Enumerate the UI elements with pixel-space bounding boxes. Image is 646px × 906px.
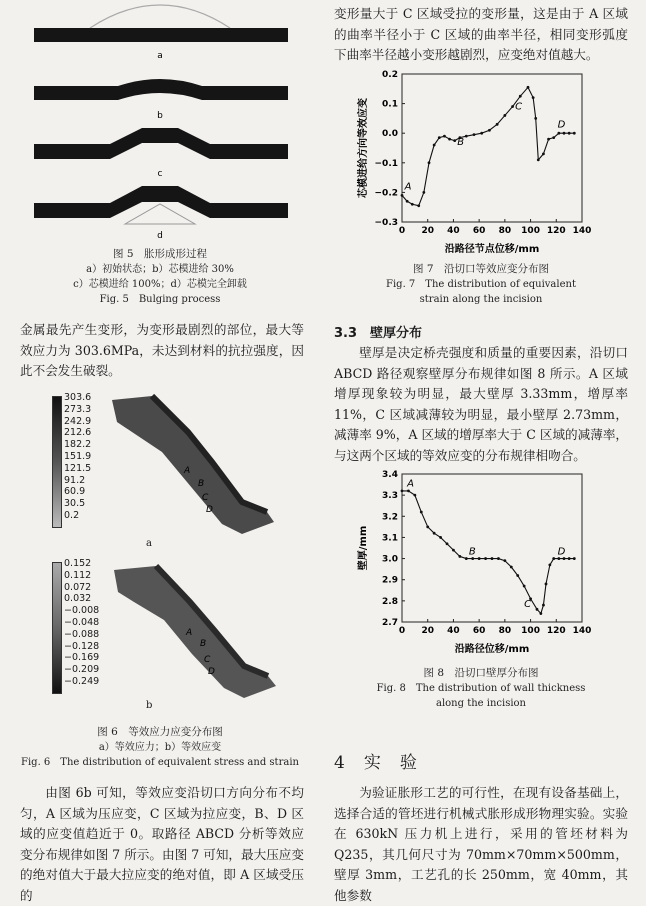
y-tick-label: 3.1 bbox=[382, 533, 398, 544]
data-point bbox=[453, 139, 456, 142]
y-tick-label: 2.7 bbox=[382, 618, 398, 628]
fig6b-colorbar bbox=[52, 562, 62, 694]
data-point bbox=[552, 557, 555, 560]
legend-value: 242.9 bbox=[64, 415, 92, 427]
data-point bbox=[527, 86, 530, 89]
data-point bbox=[545, 583, 548, 586]
fig6a-contour bbox=[52, 392, 282, 550]
legend-value: 0.152 bbox=[64, 558, 92, 569]
fig7-caption-en-2: strain along the incision bbox=[419, 294, 543, 305]
data-point bbox=[503, 114, 506, 117]
fig8-caption-en-1: Fig. 8 The distribution of wall thickness bbox=[376, 683, 586, 694]
data-point bbox=[510, 566, 513, 569]
fig6a-legend bbox=[64, 392, 91, 522]
data-point bbox=[557, 557, 560, 560]
data-point bbox=[446, 542, 449, 545]
fig6-caption-en: Fig. 6 The distribution of equivalent stress and strain bbox=[21, 757, 299, 768]
data-point bbox=[547, 138, 550, 141]
y-tick-label: 0.0 bbox=[382, 129, 398, 140]
x-tick-label: 100 bbox=[521, 626, 540, 636]
data-point bbox=[458, 555, 461, 558]
data-point bbox=[563, 557, 566, 560]
fig5-label-a: a bbox=[157, 51, 163, 61]
x-tick-label: 140 bbox=[572, 626, 592, 636]
data-point bbox=[422, 191, 425, 194]
fig8-caption-en-2: along the incision bbox=[436, 698, 526, 709]
fig5-panel-b bbox=[34, 79, 288, 121]
y-tick-label: 3.0 bbox=[382, 554, 398, 565]
x-tick-label: 120 bbox=[546, 626, 566, 636]
x-tick-label: 60 bbox=[472, 626, 486, 636]
x-axis-label: 沿路径位移/mm bbox=[454, 644, 530, 655]
fig5-panel-c bbox=[34, 128, 288, 179]
data-point bbox=[448, 138, 451, 141]
data-point bbox=[484, 557, 487, 560]
legend-value: 303.6 bbox=[64, 392, 92, 403]
data-point bbox=[542, 604, 545, 607]
legend-value: 60.9 bbox=[64, 486, 86, 498]
data-point bbox=[401, 490, 404, 493]
y-tick-label: −0.1 bbox=[374, 158, 398, 169]
data-point bbox=[471, 557, 474, 560]
fig5-label-d: d bbox=[157, 231, 163, 240]
data-point bbox=[568, 557, 571, 560]
fig6a-panel-label: a bbox=[146, 538, 152, 549]
fig6b-part bbox=[92, 558, 282, 713]
fig5-caption-en: Fig. 5 Bulging process bbox=[99, 294, 221, 305]
fig6b-contour bbox=[52, 558, 282, 713]
y-axis-label: 芯模进给方向等效应变 bbox=[358, 98, 369, 198]
y-axis-label: 壁厚/mm bbox=[358, 525, 369, 571]
data-point bbox=[496, 123, 499, 126]
data-point bbox=[420, 511, 423, 514]
y-tick-label: 3.2 bbox=[382, 512, 398, 523]
data-point bbox=[407, 490, 410, 493]
legend-value: 212.6 bbox=[64, 427, 92, 439]
y-tick-label: 3.4 bbox=[382, 470, 398, 480]
data-point bbox=[557, 132, 560, 135]
y-tick-label: 0.2 bbox=[382, 70, 398, 80]
x-axis-label: 沿路径节点位移/mm bbox=[444, 244, 540, 255]
x-tick-label: 100 bbox=[521, 226, 540, 236]
fig5-bulging-process bbox=[30, 0, 292, 240]
fig5-label-b: b bbox=[157, 111, 163, 121]
data-point bbox=[519, 95, 522, 98]
point-annotation: C bbox=[515, 101, 523, 113]
data-point bbox=[534, 117, 537, 120]
point-annotation: B bbox=[457, 137, 465, 149]
legend-value: −0.088 bbox=[64, 628, 100, 640]
data-point bbox=[426, 525, 429, 528]
fig6-caption-cn: 图 6 等效应力应变分布图 bbox=[97, 726, 223, 738]
x-tick-label: 40 bbox=[447, 226, 460, 236]
right-paragraph-2: 壁厚是决定桥壳强度和质量的重要因素，沿切口 ABCD 路径观察壁厚分布规律如图 8 所示。A 区域增厚现象较为明显，最大壁厚 3.33mm，增厚率 11%，C 区域减薄较为明显，最小壁厚 2.73mm，减薄率 9%，A 区域的增厚率大于 C 区域的减薄率，与这两个区域的等效应变的分布规律相吻合。 bbox=[334, 345, 629, 463]
fig5-label-c: c bbox=[157, 169, 163, 179]
legend-value: 0.112 bbox=[64, 569, 92, 581]
data-point bbox=[568, 132, 571, 135]
data-point bbox=[497, 557, 500, 560]
x-tick-label: 0 bbox=[398, 626, 406, 636]
right-paragraph-3: 为验证胀形工艺的可行性，在现有设备基础上，选择合适的管坯进行机械式胀形成形物理实验。实验在 630kN 压力机上进行，采用的管坯材料为 Q235，其几何尺寸为 70mm×70mm×500mm，壁厚 3mm，工艺孔的长 250mm，宽 40mm，其他参数 bbox=[334, 785, 628, 903]
data-point bbox=[411, 203, 414, 206]
data-point bbox=[417, 204, 420, 207]
point-annotation: D bbox=[557, 546, 566, 558]
data-point bbox=[465, 135, 468, 138]
legend-value: −0.128 bbox=[64, 640, 100, 652]
legend-value: −0.209 bbox=[64, 664, 100, 676]
data-point bbox=[406, 200, 409, 203]
fig6a-label-B: B bbox=[198, 479, 205, 489]
data-point bbox=[438, 136, 441, 139]
fig7-caption-cn: 图 7 沿切口等效应变分布图 bbox=[412, 263, 550, 275]
fig5-panel-d bbox=[34, 186, 288, 240]
legend-value: 0.072 bbox=[64, 581, 92, 593]
point-annotation: D bbox=[557, 119, 566, 131]
point-annotation: A bbox=[404, 181, 412, 193]
x-tick-label: 60 bbox=[472, 226, 486, 236]
data-point bbox=[573, 132, 576, 135]
series-line bbox=[402, 87, 574, 205]
legend-value: −0.048 bbox=[64, 616, 100, 628]
y-tick-label: 2.9 bbox=[382, 575, 398, 586]
data-point bbox=[491, 557, 494, 560]
data-point bbox=[573, 557, 576, 560]
data-point bbox=[465, 557, 468, 560]
data-point bbox=[473, 133, 476, 136]
fig5-caption-cn: 图 5 胀形成形过程 bbox=[112, 248, 208, 260]
x-tick-label: 20 bbox=[421, 626, 434, 636]
legend-value: 273.3 bbox=[64, 403, 92, 415]
x-tick-label: 40 bbox=[447, 626, 460, 636]
data-point bbox=[563, 132, 566, 135]
legend-value: 151.9 bbox=[64, 450, 92, 462]
y-tick-label: 3.3 bbox=[382, 491, 398, 502]
data-point bbox=[443, 135, 446, 138]
x-tick-label: 80 bbox=[498, 226, 512, 236]
data-point bbox=[478, 557, 481, 560]
series-line bbox=[402, 491, 574, 614]
y-tick-label: −0.3 bbox=[374, 218, 398, 228]
legend-value: 30.5 bbox=[64, 498, 86, 510]
data-point bbox=[503, 559, 506, 562]
data-point bbox=[401, 194, 404, 197]
legend-value: 91.2 bbox=[64, 474, 86, 486]
fig7-chart bbox=[340, 66, 620, 258]
fig6b-label-D: D bbox=[208, 667, 215, 677]
point-annotation: A bbox=[407, 478, 414, 490]
section-3-3-heading: 3.3 壁厚分布 bbox=[334, 326, 423, 341]
data-point bbox=[516, 574, 519, 577]
legend-value: −0.008 bbox=[64, 605, 100, 617]
data-point bbox=[552, 136, 555, 139]
data-point bbox=[532, 96, 535, 99]
data-point bbox=[480, 132, 483, 135]
fig6a-label-D: D bbox=[206, 505, 213, 515]
data-point bbox=[428, 161, 431, 164]
legend-value: −0.169 bbox=[64, 652, 100, 664]
data-point bbox=[433, 532, 436, 535]
section-4-heading: 4 实 验 bbox=[334, 753, 418, 773]
fig8-caption-cn: 图 8 沿切口壁厚分布图 bbox=[423, 667, 539, 679]
data-point bbox=[452, 549, 455, 552]
fig5-panel-a bbox=[34, 5, 288, 61]
fig6a-part bbox=[92, 392, 282, 550]
fig5-subcaption-1: a）初始状态；b）芯模进给 30% bbox=[86, 264, 234, 275]
fig6b-panel-label: b bbox=[146, 700, 153, 711]
legend-value: −0.249 bbox=[64, 675, 100, 687]
x-tick-label: 140 bbox=[572, 226, 592, 236]
fig6b-label-C: C bbox=[204, 655, 211, 665]
data-point bbox=[433, 144, 436, 147]
point-annotation: B bbox=[468, 546, 476, 558]
plot-frame bbox=[402, 474, 582, 622]
legend-value: 182.2 bbox=[64, 439, 92, 451]
data-point bbox=[536, 608, 539, 611]
point-annotation: C bbox=[524, 599, 532, 611]
y-tick-label: 2.8 bbox=[382, 596, 398, 607]
left-paragraph-1: 金属最先产生变形，为变形最剧烈的部位，最大等效应力为 303.6MPa，未达到材料的抗拉强度，因此不会发生破裂。 bbox=[20, 322, 304, 378]
plot-frame bbox=[402, 74, 582, 222]
data-point bbox=[548, 564, 551, 567]
fig7-caption-en-1: Fig. 7 The distribution of equivalent bbox=[386, 279, 576, 290]
fig6a-label-C: C bbox=[202, 493, 209, 503]
y-tick-label: 0.1 bbox=[382, 99, 398, 110]
fig6-subcaption: a）等效应力；b）等效应变 bbox=[98, 742, 222, 753]
x-tick-label: 80 bbox=[498, 626, 512, 636]
data-point bbox=[539, 612, 542, 615]
legend-value: 0.032 bbox=[64, 593, 92, 605]
x-tick-label: 120 bbox=[546, 226, 566, 236]
data-point bbox=[413, 494, 416, 497]
fig6a-label-A: A bbox=[184, 466, 191, 476]
fig6b-label-A: A bbox=[186, 628, 193, 638]
fig6b-label-B: B bbox=[200, 639, 207, 649]
fig6a-colorbar bbox=[52, 396, 62, 528]
x-tick-label: 0 bbox=[398, 226, 406, 236]
x-tick-label: 20 bbox=[421, 226, 434, 236]
legend-value: 0.2 bbox=[64, 509, 80, 521]
fig5-subcaption-2: c）芯模进给 100%；d）芯模完全卸载 bbox=[73, 279, 247, 290]
left-paragraph-2: 由图 6b 可知，等效应变沿切口方向分布不均匀，A 区域为压应变，C 区域为拉应变，B、D 区域的应变值趋近于 0。取路径 ABCD 分析等效应变分布规律如图 7 所示。由图 7 可知，最大压应变的绝对值大于最大拉应变的绝对值，即 A 区域受压的 bbox=[20, 785, 304, 903]
data-point bbox=[439, 536, 442, 539]
data-point bbox=[537, 158, 540, 161]
legend-value: 121.5 bbox=[64, 462, 92, 474]
data-point bbox=[488, 129, 491, 132]
data-point bbox=[542, 153, 545, 156]
fig8-chart bbox=[340, 466, 620, 658]
data-point bbox=[523, 585, 526, 588]
y-tick-label: −0.2 bbox=[374, 188, 398, 199]
right-paragraph-1: 变形量大于 C 区域受拉的变形量，这是由于 A 区域的曲率半径小于 C 区域的曲率半径，相同变形弧度下曲率半径越小变形越剧烈，应变绝对值越大。 bbox=[334, 6, 628, 62]
data-point bbox=[511, 105, 514, 108]
